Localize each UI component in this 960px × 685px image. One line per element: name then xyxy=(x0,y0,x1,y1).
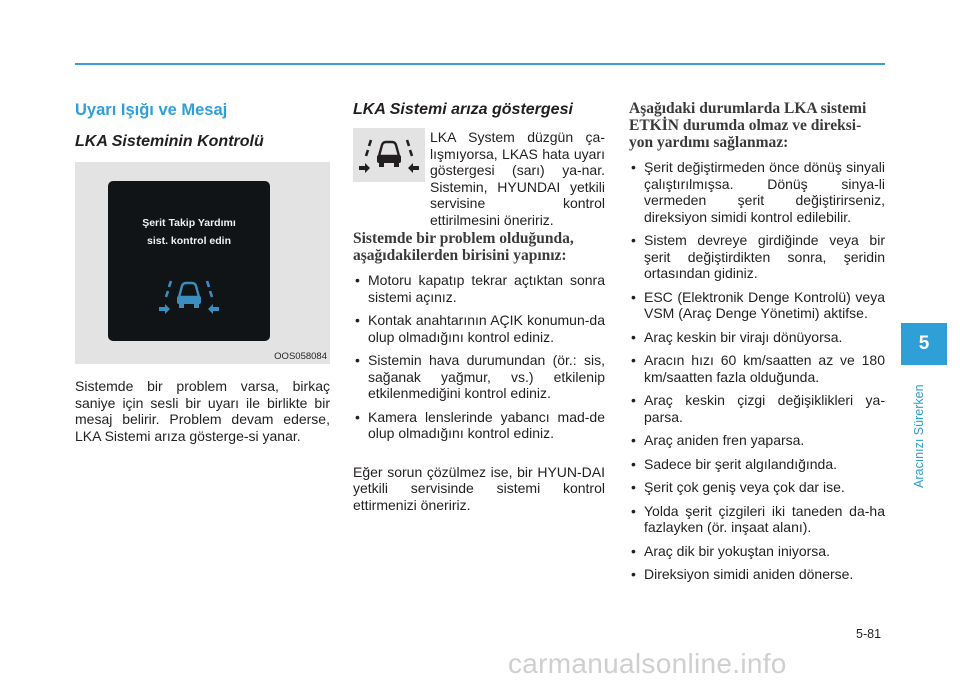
list-item: • Araç keskin bir virajı dönüyorsa. xyxy=(629,329,885,346)
list-item: • ESC (Elektronik Denge Kontrolü) veya VSM (Araç Denge Yönetimi) aktifse. xyxy=(629,289,885,322)
list-item: • Direksiyon simidi aniden dönerse. xyxy=(629,566,885,583)
list-item: • Kamera lenslerinde yabancı mad-de olup olmadığını kontrol ediniz. xyxy=(353,409,605,442)
lka-malfunction-heading: LKA Sistemi arıza göstergesi xyxy=(353,101,573,118)
list-item: • Şerit çok geniş veya çok dar ise. xyxy=(629,479,885,496)
list-item: • Sadece bir şerit algılandığında. xyxy=(629,456,885,473)
list-item: • Şerit değiştirmeden önce dönüş sinyali çalıştırılmışsa. Dönüş sinya-li vermeden şerit değiştirirseniz, direksiyon simidi kontrol edilebilir. xyxy=(629,159,885,225)
right-column xyxy=(629,100,885,590)
list-item: • Araç dik bir yokuştan iniyorsa. xyxy=(629,543,885,560)
lka-indicator-text: LKA System düzgün ça-lışmıyorsa, LKAS hata uyarı göstergesi (sarı) ya-nar. Sistemin, HYUNDAI yetkili servisine kontrol ettirilmesini öneririz. xyxy=(430,129,605,228)
list-item: • Sistemin hava durumundan (ör.: sis, sağanak yağmur, vs.) etkilenip etkilenmediğini kontrol ediniz. xyxy=(353,352,605,402)
problem-list xyxy=(353,272,605,442)
middle-column xyxy=(353,100,605,513)
display-line-1: Şerit Takip Yardımı xyxy=(142,217,236,229)
display-line-2: sist. kontrol edin xyxy=(146,235,231,247)
list-item: • Kontak anahtarının AÇIK konumun-da olup olmadığını kontrol ediniz. xyxy=(353,312,605,345)
lka-warning-icon xyxy=(353,128,425,182)
section-heading: Uyarı Işığı ve Mesaj xyxy=(75,101,228,119)
chapter-tab: 5 xyxy=(901,323,947,365)
list-item: • Araç keskin çizgi değişiklikleri ya-parsa. xyxy=(629,392,885,425)
list-item: • Sistem devreye girdiğinde veya bir şerit değiştirdikten sonra, şeridin ortasından gidiniz. xyxy=(629,232,885,282)
cluster-figure xyxy=(75,162,330,364)
chapter-title: Aracınızı Sürerken xyxy=(912,384,926,488)
lka-indicator-row xyxy=(353,128,605,228)
conditions-list xyxy=(629,159,885,583)
list-item: • Yolda şerit çizgileri iki taneden da-ha fazlayken (ör. inşaat alanı). xyxy=(629,503,885,536)
conditions-heading: Aşağıdaki durumlarda LKA sistemi ETKİN durumda olmaz ve direksi-yon yardımı sağlanmaz: xyxy=(629,100,867,151)
figure-caption: OOS058084 xyxy=(274,351,327,362)
left-paragraph: Sistemde bir problem varsa, birkaç saniye için sesli bir uyarı ile birlikte bir mesaj belirir. Problem devam ederse, LKA Sistemi arıza gösterge-si yanar. xyxy=(75,378,330,444)
problem-heading: Sistemde bir problem olduğunda, aşağıdakilerden birisini yapınız: xyxy=(353,230,574,264)
left-column xyxy=(75,100,330,444)
cluster-display xyxy=(108,181,270,341)
top-rule xyxy=(75,63,885,65)
closing-paragraph: Eğer sorun çözülmez ise, bir HYUN-DAI yetkili servisinde sistemi kontrol ettirmenizi öneririz. xyxy=(353,463,605,513)
lka-green-icon xyxy=(156,273,222,317)
lka-check-heading: LKA Sisteminin Kontrolü xyxy=(75,133,264,150)
watermark: carmanualsonline.info xyxy=(508,648,787,679)
list-item: • Motoru kapatıp tekrar açtıktan sonra sistemi açınız. xyxy=(353,272,605,305)
list-item: • Aracın hızı 60 km/saatten az ve 180 km/saatten fazla olduğunda. xyxy=(629,352,885,385)
page-number: 5-81 xyxy=(856,627,882,641)
list-item: • Araç aniden fren yaparsa. xyxy=(629,432,885,449)
